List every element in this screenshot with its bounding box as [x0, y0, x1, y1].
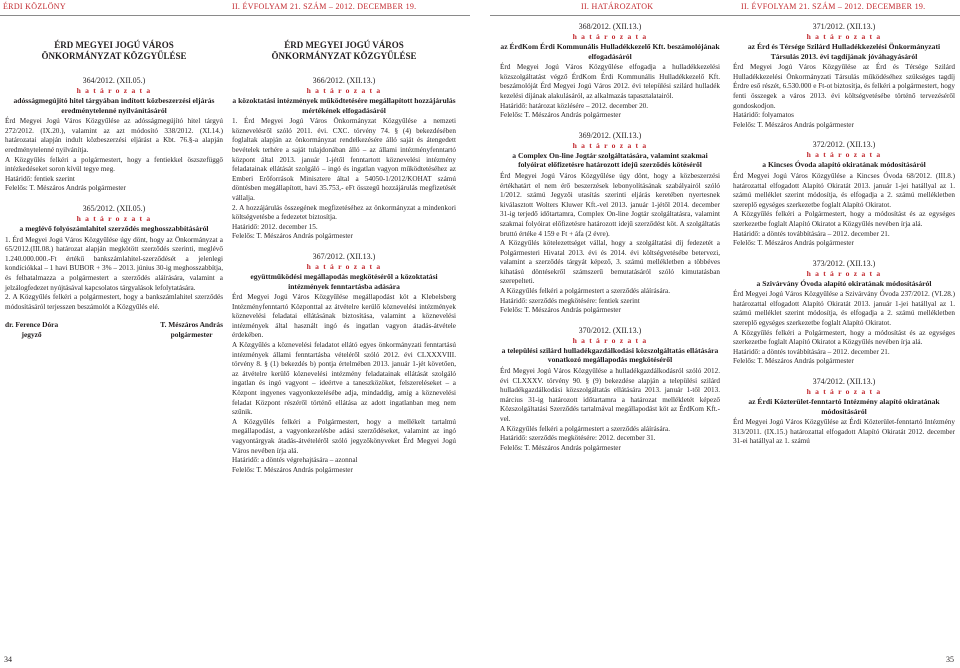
decision-paragraph: A Közgyűlés felkéri a polgármestert, hogy a fentiekkel öszszefüggő intézkedéseket soron kívül tegye meg.: [5, 155, 223, 174]
decision-paragraph: Érd Megyei Jogú Város Közgyűlése az Érdi Közterület-fenntartó Intézmény 313/2011. (IX.15.) határozattal elfogadott Alapító Okiratát 2012. december 31-ei hatállyal az 1. számú: [733, 418, 955, 446]
decision-paragraph: A Közgyűlés felkéri a Polgármestert, hogy a módosítást és az egységes szerkezetbe foglalt Alapító Okiratot a Közgyűlés nevében írja alá.: [733, 328, 955, 347]
deadline: Határidő: folyamatos: [733, 111, 794, 120]
decision-paragraph: Érd Megyei Jogú Város Közgyűlése a hulladékgazdálkodásról szóló 2012. évi CLXXXV. törvény 90. § (9) bekezdése alapján a települési szilárd hulladékgazdálkodási közszolgáltatás ellátására 2013. január 1-től 2013. március 31-ig határozott időtartamra a határozat mellékletét képező Közszolgáltatási Szerződés tartalmával megállapodást köt az ÉrdKom Kft.-vel.: [500, 367, 720, 423]
signature-block: [5, 320, 223, 340]
decision-title: együttműködési megállapodás megkötéséről a közoktatási intézmények fenntartásba adására: [250, 271, 438, 291]
column-1: [5, 40, 223, 340]
page-number-left: 34: [4, 655, 12, 664]
decision-title: a Kincses Óvoda alapító okiratának módosításáról: [762, 160, 926, 170]
decision-paragraph: 2. A Közgyűlés felkéri a polgármestert, hogy a bankszámlahitel szerződés módosításáról terjesszen beszámolót a Közgyűlés elé.: [5, 293, 223, 311]
decision-number: 370/2012. (XII.13.): [578, 325, 642, 335]
decision-label: h a t á r o z a t a: [806, 150, 882, 160]
decision-paragraph: Érd Megyei Jogú Város Közgyűlése az adósságmegújító hitel tárgyú 272/2012. (IX.20.), valamint az azt módosító 338/2012. (XI.14.) határozatai alapján indult közbeszerzési eljárást a Kbt. 76.§-a alapján eredménytelenné nyilvánítja.: [5, 117, 223, 154]
deadline: Határidő: szerződés megkötésére: 2012. december 31.: [500, 434, 656, 443]
decision-title: a Complex On-line Jogtár szolgáltatására, valamint szakmai folyóirat előfizetésre határozott idejű szerződés kötéséről: [512, 150, 708, 170]
decision-paragraph: Érd Megyei Jogú Város Közgyűlése a Kincses Óvoda 68/2012. (III.8.) határozattal elfogadott Alapító Okiratát 2013. január 1-jei hatállyal az 1. számú melléklet szerint módosítja, és elfogadja a 2. számú mellékletben szereplő egységes szerkezetbe foglalt Alapító Okiratot.: [733, 171, 955, 209]
decision-paragraph: Érd Megyei Jogú Város Közgyűlése megállapodást köt a Klebelsberg Intézményfenntartó Központtal az átvételre kerülő köznevelési intézmények köznevelési feladatai ellátásának biztosítása, valamint a köznevelési intézmények által használt ingó és ingatlan vagyon átadás-átvétele érdekében.: [232, 293, 456, 340]
responsible: Felelős: T. Mészáros András polgármester: [500, 443, 621, 452]
responsible: Felelős: T. Mészáros András polgármester: [232, 232, 353, 241]
column-2: [232, 40, 456, 475]
decision-label: h a t á r o z a t a: [76, 86, 152, 95]
decision-paragraph: Érd Megyei Jogú Város Közgyűlése elfogadja a hulladékkezelési közszolgáltatást végző ÉrdKom Érdi Kommunális Hulladékkezelő Kft. beszámolóját Érd Megyei Jogú Város 2012. évi települési szilárd hulladék kezelési díjának alakulásáról, az alkalmazás tapasztalatairól.: [500, 63, 720, 100]
decision-title: az Érd és Térsége Szilárd Hulladékkezelési Önkormányzati Társulás 2013. évi tagdíjának jóváhagyásáról: [747, 42, 941, 61]
decision-paragraph: A Közgyűlés felkéri a Polgármestert, hogy a módosítást és az egységes szerkezetbe foglalt Alapító Okiratot a Közgyűlés nevében írja alá.: [733, 210, 955, 228]
decision-label: h a t á r o z a t a: [572, 140, 648, 150]
decision-paragraph: Érd Megyei Jogú Város Közgyűlése az Érd és Térsége Szilárd Hulladékkezelési Önkormányzati Társulás működéséhez szükséges tagdíj Érdre eső részét, 6.530.000 e Ft-ot biztosítja, és felkéri a polgármestert, hogy fenti összegek a város 2013. évi költségvetésébe történő tervezéséről gondoskodjon.: [733, 63, 955, 110]
deadline: Határidő: a döntés végrehajtására – azonnal: [232, 456, 358, 465]
header-rule-right: [490, 15, 960, 16]
column-4: [733, 22, 955, 447]
decision-number: 374/2012. (XII.13.): [812, 377, 876, 387]
issue-line-right: II. ÉVFOLYAM 21. SZÁM – 2012. DECEMBER 19.: [741, 2, 926, 11]
decision-label: h a t á r o z a t a: [572, 335, 648, 345]
page-number-right: 35: [946, 655, 954, 664]
decision-number: 372/2012. (XII.13.): [812, 140, 876, 150]
responsible: Felelős: T. Mészáros András polgármester: [5, 184, 126, 193]
deadline: Határidő: szerződés megkötésére: fentiek szerint: [500, 296, 640, 305]
decision-label: h a t á r o z a t a: [806, 32, 882, 41]
decision-paragraph: 1. Érd Megyei Jogú Város Közgyűlése úgy dönt, hogy az Önkormányzat a 65/2012.(III.08.) határozat alapján megkötött szerződés szerinti, meglévő 1.240.000.000.-Ft értékű bankszámlahitel-szerződését a jelenlegi kondíciókkal – 1 havi BUBOR + 3% – 2013. június 30-ig meghosszabbítja, és felhatalmazza a polgármestert a szerződés aláírására, valamint a jelzálogfedezet nyújtásával kapcsolatos tárgyalások lefolytatására.: [5, 235, 223, 292]
responsible: Felelős: T. Mészáros András polgármester: [733, 120, 854, 129]
decision-label: h a t á r o z a t a: [806, 268, 882, 278]
masthead-line-1: ÉRD MEGYEI JOGÚ VÁROS: [284, 40, 404, 50]
decision-label: h a t á r o z a t a: [306, 86, 382, 95]
decision-title: a települési szilárd hulladékgazdálkodási közszolgáltatás ellátására vonatkozó megállapodás megkötéséről: [501, 345, 719, 365]
decision-paragraph: A Közgyűlés felkéri a polgármestert a szerződés aláírására.: [500, 287, 671, 296]
decision-label: h a t á r o z a t a: [806, 387, 882, 397]
decision-number: 366/2012. (XII.13.): [312, 76, 376, 85]
deadline: Határidő: a döntés továbbítására – 2012. december 21.: [733, 347, 890, 356]
responsible: Felelős: T. Mészáros András polgármester: [733, 357, 854, 366]
decision-number: 373/2012. (XII.13.): [812, 258, 876, 268]
decision-title: az ÉrdKom Érdi Kommunális Hulladékkezelő Kft. beszámolójának elfogadásáról: [500, 42, 720, 61]
decision-number: 369/2012. (XII.13.): [578, 130, 642, 140]
responsible: Felelős: T. Mészáros András polgármester: [232, 465, 353, 474]
decision-label: h a t á r o z a t a: [76, 213, 152, 223]
decision-title: az Érdi Közterület-fenntartó Intézmény alapító okiratának módosításáról: [748, 397, 940, 416]
decision-paragraph: Érd Megyei Jogú Város Közgyűlése úgy dönt, hogy a közbeszerzési értékhatárt el nem érő beszerzések lebonyolításának szabályairól szóló 1/2012. számú Jegyzői utasítás szerinti eljárás keretében nyertesnek kiválasztott Wolters Kluwer Kft.-vel 2013. január 1-jétől 2014. december 31-ig terjedő időtartamra, Complex On-line Jogtár szolgáltatásra, valamint szakmai folyóirat előfizetésre határozott idejű szerződést köt. A szolgáltatás bruttó értéke 4 159 e Ft + áfa (2 évre).: [500, 171, 720, 238]
masthead-line-2: ÖNKORMÁNYZAT KÖZGYŰLÉSE: [41, 51, 187, 61]
responsible: Felelős: T. Mészáros András polgármester: [500, 111, 621, 120]
masthead-line-1: ÉRD MEGYEI JOGÚ VÁROS: [54, 40, 174, 50]
signatory-name: dr. Ference Dóra: [5, 320, 59, 330]
responsible: Felelős: T. Mészáros András polgármester: [500, 306, 621, 315]
decision-label: h a t á r o z a t a: [306, 261, 382, 271]
deadline: Határidő: határozat közlésére – 2012. december 20.: [500, 101, 649, 110]
deadline: Határidő: 2012. december 15.: [232, 222, 318, 231]
decision-number: 368/2012. (XII.13.): [578, 22, 642, 31]
header-rule-left: [0, 15, 470, 16]
decision-title: a meglévő folyószámlahitel szerződés meghosszabbításáról: [19, 223, 209, 233]
decision-label: h a t á r o z a t a: [572, 32, 648, 41]
journal-title: ÉRDI KÖZLÖNY: [3, 2, 66, 11]
decision-paragraph: 2. A hozzájárulás összegének megfizetéséhez az önkormányzat a mindenkori költségvetésbe a fedezetet biztosítja.: [232, 203, 456, 222]
deadline: Határidő: a döntés továbbítására – 2012. december 21.: [733, 229, 890, 238]
signatory-name: T. Mészáros András: [160, 320, 223, 330]
decision-paragraph: A Közgyűlés kötelezettséget vállal, hogy a szolgáltatási díj fedezetét a Polgármesteri Hivatal 2013. évi és 2014. évi költségvetésébe betervezi, valamint a szerződés tárgyát képező, 3. számú mellékletben a többéves kihatású döntésekről számszerű bemutatásáról szóló kimutatásban szerepelteti.: [500, 239, 720, 286]
decision-paragraph: A Közgyűlés a köznevelési feladatot ellátó egyes önkormányzati fenntartású intézmények állami fenntartásba vételéről szóló 2012. évi CLXXXVIII. törvény 8. § (1) bekezdés b) pontja értelmében 2013. január 1-jét követően, az átvételre kerülő köznevelési intézmény feladatainak ellátását szolgáló ingatlan és ingó vagyont – ideértve a taneszközöket, felszereléseket – a Központ ingyenes vagyonkezelésébe adja, mindaddig, amíg a köznevelési feladat Központ részéről történő ellátása az adott ingatlanban meg nem szűnik.: [232, 341, 456, 417]
decision-paragraph: 1. Érd Megyei Jogú Város Önkormányzat Közgyűlése a nemzeti köznevelésről szóló 2011. évi. CXC. törvény 74. § (4) bekezdésében foglaltak alapján az önkormányzat rendelkezésére álló saját és átengedett bevételek terhére a saját tulajdonában álló – az állami intézményfenntartó központ által 2013. január 1-jétől fenntartott köznevelési intézmény feladatainak ellátását szolgáló – ingó és ingatlan vagyon működtetéséhez az Emberi Erőforrások Minisztere által a 54050-1/2012/KOHAT számú döntésben megállapított, havi 35.753,- eFt összegű hozzájárulás megfizetését vállalja.: [232, 117, 456, 202]
responsible: Felelős: T. Mészáros András polgármester: [733, 239, 854, 248]
decision-paragraph: A Közgyűlés felkéri a polgármestert a szerződés aláírására.: [500, 424, 671, 433]
decision-number: 371/2012. (XII.13.): [812, 22, 876, 31]
decision-number: 365/2012. (XII.05.): [82, 203, 146, 213]
signatory-role: polgármester: [170, 330, 213, 340]
decision-number: 364/2012. (XII.05.): [82, 76, 146, 85]
issue-line-left: II. ÉVFOLYAM 21. SZÁM – 2012. DECEMBER 19.: [232, 2, 417, 11]
decision-title: adósságmegújító hitel tárgyában indított közbeszerzési eljárás eredménytelenné nyilvánításáról: [13, 96, 215, 115]
decision-paragraph: Érd Megyei Jogú Város Közgyűlése a Szivárvány Óvoda 237/2012. (VI.28.) határozattal elfogadott Alapító Okiratát 2013. január 1-jei hatállyal az 1. számú melléklet szerint módosítja, és elfogadja a 2. számú mellékletben szereplő egységes szerkezetbe foglalt Alapító Okiratot.: [733, 290, 955, 328]
signatory-role: jegyző: [21, 330, 42, 340]
decision-title: a közoktatási intézmények működtetésére megállapított hozzájárulás mértékének elfogadásáról: [232, 96, 456, 115]
section-name: II. HATÁROZATOK: [581, 2, 654, 11]
decision-number: 367/2012. (XII.13.): [312, 251, 376, 261]
column-3: [500, 22, 720, 453]
masthead-line-2: ÖNKORMÁNYZAT KÖZGYŰLÉSE: [271, 51, 417, 61]
deadline: Határidő: fentiek szerint: [5, 174, 75, 183]
decision-paragraph: A Közgyűlés felkéri a Polgármestert, hogy a mellékelt tartalmú megállapodást, a vagyonkezelésbe adási szerződéseket, valamint az ingó vagyontárgyak átadás-átvételéről szóló jegyzőkönyveket Érd Megyei Jogú Város nevében írja alá.: [232, 417, 456, 455]
decision-title: a Szivárvány Óvoda alapító okiratának módosításáról: [756, 278, 932, 288]
